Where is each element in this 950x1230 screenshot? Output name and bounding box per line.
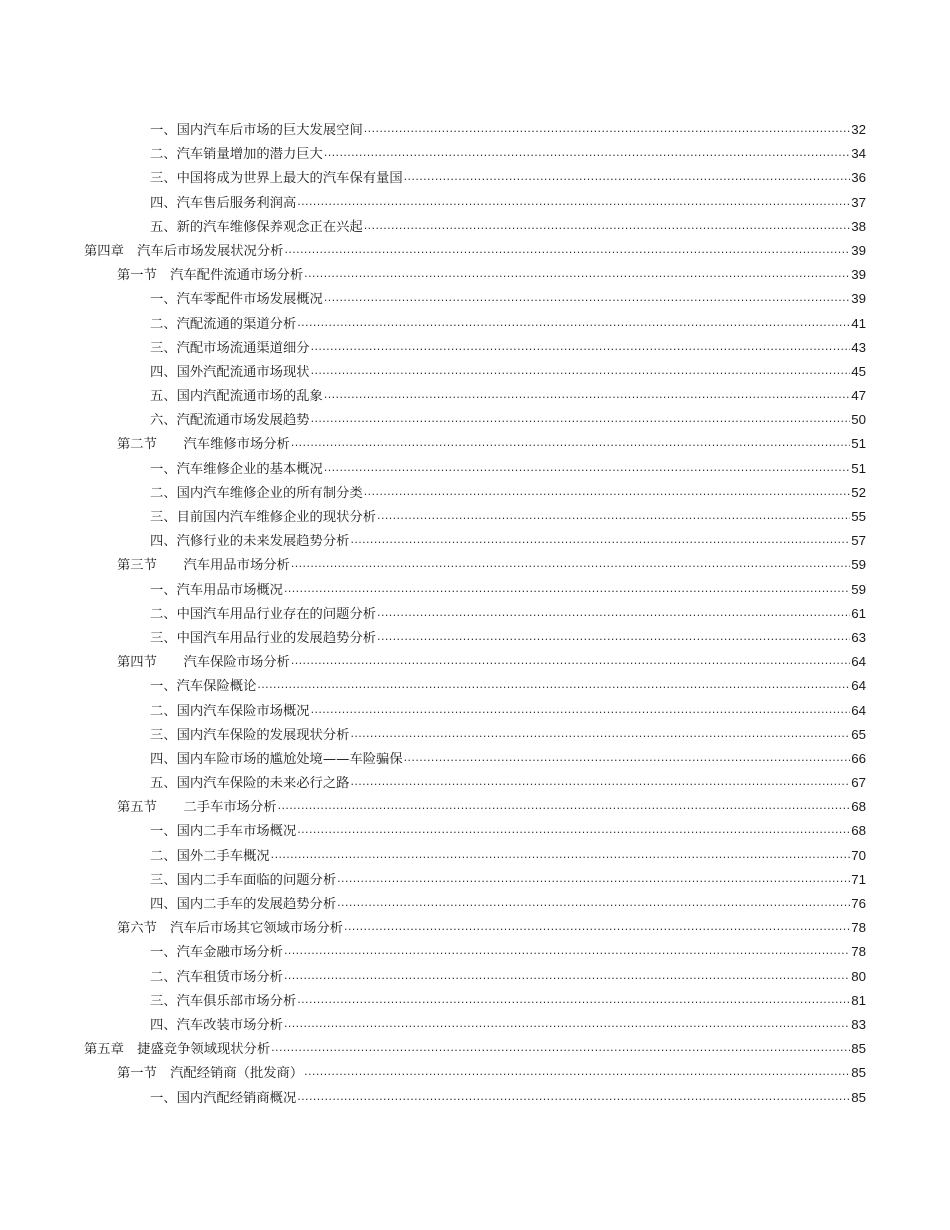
toc-page-number: 61 [851,605,866,621]
toc-dot-leader [297,994,850,1006]
toc-subsection-entry[interactable] [84,940,866,964]
toc-dot-leader [297,317,850,329]
toc-page-number: 78 [851,920,866,936]
toc-dot-leader [271,1042,850,1054]
toc-section-entry[interactable] [84,553,866,577]
toc-entry-title: 二、汽车租赁市场分析 [150,969,283,985]
toc-dot-leader [324,389,850,401]
table-of-contents [84,118,866,1110]
toc-page-number: 71 [851,871,866,887]
toc-entry-title: 第四节 汽车保险市场分析 [117,655,290,671]
toc-dot-leader [284,1018,850,1030]
toc-entry-title: 第六节 汽车后市场其它领域市场分析 [117,921,344,937]
toc-entry-title: 一、汽车用品市场概况 [150,582,283,598]
toc-dot-leader [404,752,851,764]
toc-dot-leader [344,921,850,933]
toc-entry-title: 第一节 汽车配件流通市场分析 [117,268,304,284]
toc-entry-title: 一、国内汽配经销商概况 [150,1090,297,1106]
toc-dot-leader [284,970,850,982]
toc-entry-title: 五、国内汽车保险的未来必行之路 [150,776,350,792]
toc-dot-leader [350,728,850,740]
toc-entry-title: 五、新的汽车维修保养观念正在兴起 [150,219,363,235]
toc-page-number: 52 [851,484,866,500]
toc-page-number: 68 [851,799,866,815]
toc-entry-title: 三、目前国内汽车维修企业的现状分析 [150,510,377,525]
toc-entry-title: 一、汽车维修企业的基本概况 [150,461,323,477]
toc-entry-title: 一、国内二手车市场概况 [150,824,297,840]
toc-entry-title: 一、国内汽车后市场的巨大发展空间 [150,123,363,138]
toc-subsection-entry[interactable] [84,142,866,166]
toc-page-number: 67 [851,775,866,791]
toc-page-number: 57 [851,533,866,549]
toc-entry-title: 四、汽车改装市场分析 [150,1017,283,1033]
toc-dot-leader [377,607,850,619]
toc-entry-title: 三、国内二手车面临的问题分析 [150,872,337,888]
toc-dot-leader [311,341,851,353]
toc-page-number: 65 [851,726,866,742]
toc-entry-title: 四、国外汽配流通市场现状 [150,364,310,380]
toc-page-number: 51 [851,436,866,452]
toc-dot-leader [297,824,850,836]
toc-dot-leader [377,510,850,522]
toc-section-entry[interactable] [84,432,866,456]
toc-subsection-entry[interactable] [84,674,866,698]
toc-dot-leader [304,268,850,280]
toc-page-number: 37 [851,194,866,210]
toc-dot-leader [311,413,851,425]
toc-page-number: 78 [851,944,866,960]
toc-subsection-entry[interactable] [84,626,866,650]
toc-subsection-entry[interactable] [84,336,866,360]
toc-dot-leader [297,1091,850,1103]
toc-dot-leader [291,558,850,570]
toc-entry-title: 第一节 汽配经销商（批发商） [117,1066,304,1082]
toc-entry-title: 第五章 捷盛竞争领域现状分析 [84,1042,271,1058]
toc-subsection-entry[interactable] [84,287,866,311]
toc-entry-title: 二、中国汽车用品行业存在的问题分析 [150,606,377,622]
toc-page-number: 85 [851,1041,866,1057]
toc-dot-leader [311,365,851,377]
toc-page-number: 34 [851,146,866,162]
toc-chapter-entry[interactable] [84,239,866,263]
toc-subsection-entry[interactable] [84,771,866,795]
toc-page-number: 51 [851,460,866,476]
toc-page-number: 39 [851,242,866,258]
toc-section-entry[interactable] [84,795,866,819]
toc-entry-title: 四、国内二手车的发展趋势分析 [150,897,337,912]
toc-dot-leader [291,655,850,667]
toc-entry-title: 四、汽车售后服务利润高 [150,195,297,211]
toc-entry-title: 四、国内车险市场的尴尬处境——车险骗保 [150,751,403,767]
toc-dot-leader [291,437,850,449]
toc-entry-title: 三、中国将成为世界上最大的汽车保有量国 [150,171,403,187]
toc-dot-leader [311,704,851,716]
toc-subsection-entry[interactable] [84,457,866,481]
toc-dot-leader [404,171,851,183]
toc-dot-leader [364,123,850,135]
toc-page-number: 68 [851,823,866,839]
toc-page-number: 41 [851,315,866,331]
toc-subsection-entry[interactable] [84,989,866,1013]
toc-entry-title: 第四章 汽车后市场发展状况分析 [84,243,284,259]
toc-subsection-entry[interactable] [84,868,866,892]
toc-page-number: 55 [851,509,866,524]
toc-entry-title: 第三节 汽车用品市场分析 [117,558,290,574]
toc-dot-leader [324,462,850,474]
toc-page-number: 64 [851,678,866,694]
toc-subsection-entry[interactable] [84,578,866,602]
toc-entry-title: 二、国外二手车概况 [150,848,270,864]
toc-subsection-entry[interactable] [84,312,866,336]
toc-dot-leader [271,849,851,861]
toc-page-number: 39 [851,267,866,283]
toc-subsection-entry[interactable] [84,602,866,626]
toc-subsection-entry[interactable] [84,191,866,215]
toc-page-number: 39 [851,291,866,307]
toc-page-number: 63 [851,629,866,645]
toc-dot-leader [297,196,850,208]
toc-subsection-entry[interactable] [84,166,866,190]
toc-subsection-entry[interactable] [84,505,866,529]
toc-entry-title: 三、国内汽车保险的发展现状分析 [150,727,350,743]
toc-dot-leader [337,873,850,885]
toc-dot-leader [278,800,851,812]
toc-entry-title: 二、汽车销量增加的潜力巨大 [150,147,323,163]
toc-entry-title: 一、汽车零配件市场发展概况 [150,292,323,308]
toc-dot-leader [364,486,850,498]
toc-subsection-entry[interactable] [84,215,866,239]
toc-page-number: 64 [851,654,866,670]
toc-section-entry[interactable] [84,1061,866,1085]
toc-dot-leader [324,147,850,159]
toc-page-number: 59 [851,557,866,573]
toc-section-entry[interactable] [84,650,866,674]
toc-entry-title: 二、国内汽车维修企业的所有制分类 [150,485,363,501]
toc-subsection-entry[interactable] [84,699,866,723]
toc-entry-title: 六、汽配流通市场发展趋势 [150,413,310,429]
toc-entry-title: 三、汽车俱乐部市场分析 [150,993,297,1009]
toc-dot-leader [350,534,850,546]
toc-page-number: 32 [851,122,866,137]
toc-page-number: 76 [851,896,866,911]
toc-dot-leader [257,679,850,691]
toc-page-number: 45 [851,363,866,379]
toc-entry-title: 二、汽配流通的渠道分析 [150,316,297,332]
toc-page-number: 38 [851,218,866,234]
toc-entry-title: 一、汽车保险概论 [150,679,257,695]
toc-page-number: 66 [851,750,866,766]
toc-page-number: 59 [851,581,866,597]
toc-subsection-entry[interactable] [84,1086,866,1110]
toc-entry-title: 三、汽配市场流通渠道细分 [150,340,310,356]
toc-entry-title: 四、汽修行业的未来发展趋势分析 [150,534,350,550]
toc-subsection-entry[interactable] [84,118,866,142]
toc-page-number: 83 [851,1016,866,1032]
toc-section-entry[interactable] [84,916,866,940]
toc-dot-leader [337,897,850,909]
toc-page-number: 80 [851,968,866,984]
toc-dot-leader [350,776,850,788]
toc-section-entry[interactable] [84,263,866,287]
toc-page-number: 43 [851,339,866,355]
toc-page-number: 70 [851,847,866,863]
toc-subsection-entry[interactable] [84,360,866,384]
toc-dot-leader [284,945,850,957]
toc-subsection-entry[interactable] [84,844,866,868]
toc-subsection-entry[interactable] [84,384,866,408]
toc-dot-leader [284,583,850,595]
toc-dot-leader [377,631,850,643]
toc-subsection-entry[interactable] [84,408,866,432]
toc-dot-leader [364,220,850,232]
toc-entry-title: 第五节 二手车市场分析 [117,800,277,816]
toc-entry-title: 五、国内汽配流通市场的乱象 [150,389,323,405]
toc-page-number: 50 [851,412,866,428]
toc-subsection-entry[interactable] [84,529,866,553]
toc-entry-title: 第二节 汽车维修市场分析 [117,437,290,453]
toc-dot-leader [304,1066,850,1078]
toc-subsection-entry[interactable] [84,965,866,989]
toc-page-number: 81 [851,992,866,1008]
toc-dot-leader [284,244,850,256]
toc-page-number: 47 [851,388,866,404]
toc-entry-title: 二、国内汽车保险市场概况 [150,703,310,719]
toc-subsection-entry[interactable] [84,723,866,747]
toc-subsection-entry[interactable] [84,819,866,843]
toc-subsection-entry[interactable] [84,892,866,916]
toc-page-number: 64 [851,702,866,718]
toc-page-number: 36 [851,170,866,186]
toc-dot-leader [324,292,850,304]
toc-entry-title: 一、汽车金融市场分析 [150,945,283,961]
toc-entry-title: 三、中国汽车用品行业的发展趋势分析 [150,630,377,646]
toc-subsection-entry[interactable] [84,747,866,771]
toc-page-number: 85 [851,1089,866,1105]
toc-subsection-entry[interactable] [84,481,866,505]
toc-page-number: 85 [851,1065,866,1081]
toc-subsection-entry[interactable] [84,1013,866,1037]
toc-chapter-entry[interactable] [84,1037,866,1061]
